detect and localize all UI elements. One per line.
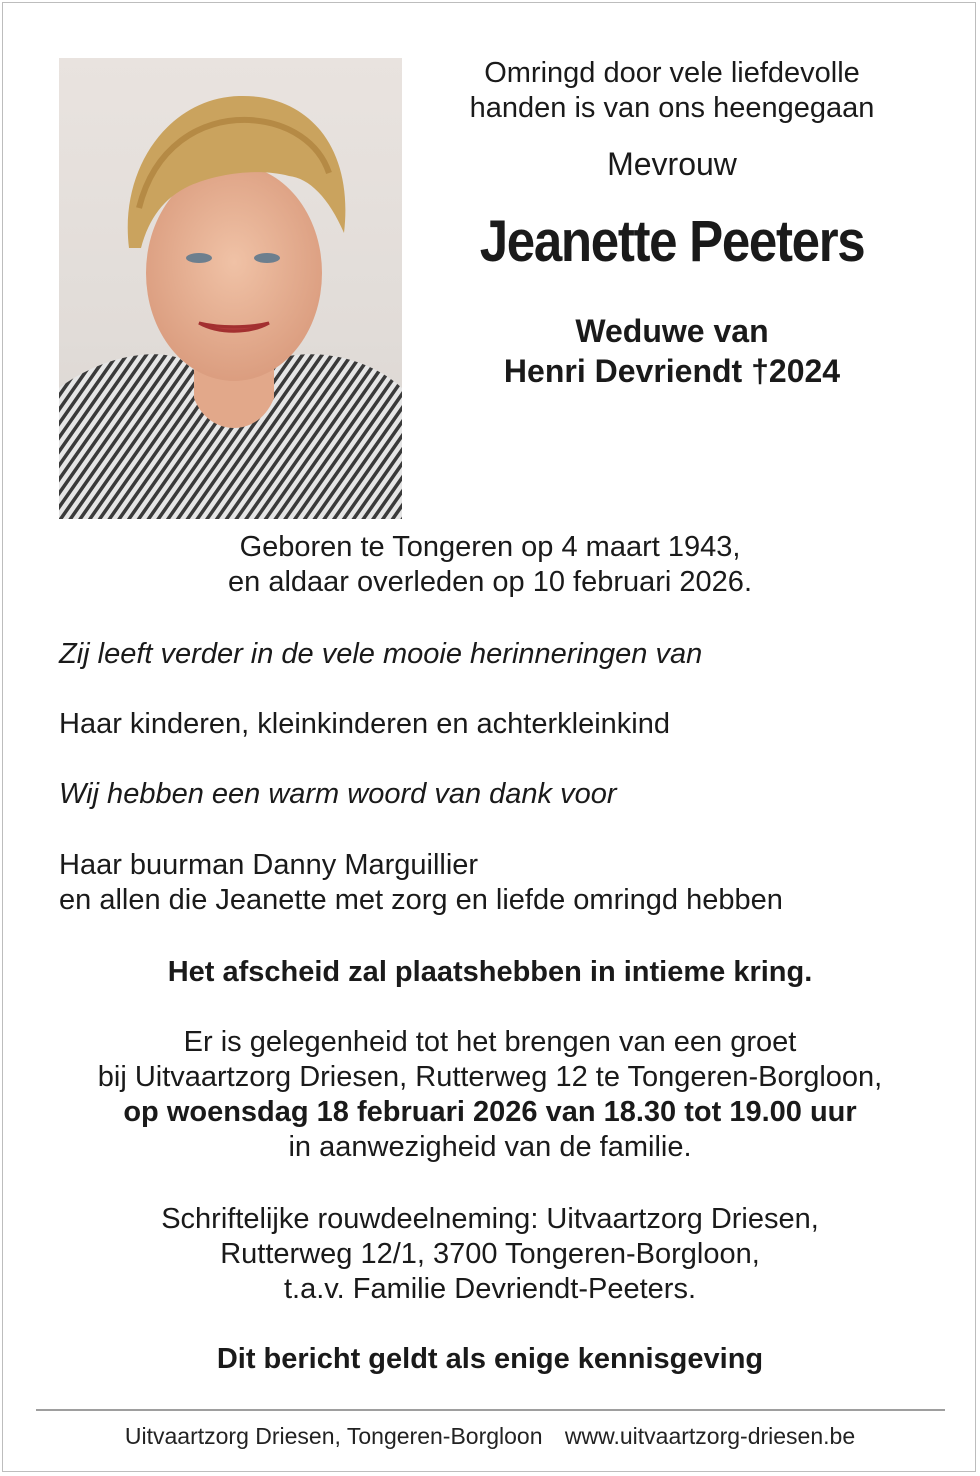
deceased-name: Jeanette Peeters	[479, 209, 865, 274]
footer-website[interactable]: www.uitvaartzorg-driesen.be	[564, 1423, 856, 1449]
family-list: Haar kinderen, kleinkinderen en achterkleinkind	[59, 708, 670, 740]
widow-of: Weduwe van Henri Devriendt †2024	[503, 313, 841, 389]
salutation: Mevrouw	[607, 146, 737, 182]
birth-death-info: Geboren te Tongeren op 4 maart 1943, en aldaar overleden op 10 februari 2026.	[228, 531, 752, 598]
footer-divider	[36, 1409, 945, 1411]
footer-company: Uitvaartzorg Driesen, Tongeren-Borgloon	[124, 1423, 543, 1449]
portrait-photo	[59, 58, 402, 519]
notice: Dit bericht geldt als enige kennisgeving	[216, 1343, 764, 1375]
thanks-intro: Wij hebben een warm woord van dank voor	[59, 778, 617, 810]
intro-text: Omringd door vele liefdevolle handen is van ons heengegaan	[469, 57, 875, 124]
visit-info: Er is gelegenheid tot het brengen van een groet bij Uitvaartzorg Driesen, Rutterweg 12 te Tongeren-Borgloon, op woensdag 18 februari 2026 van 18.30 tot 19.00 uur in aanwezigheid van de familie.	[0, 1025, 980, 1165]
header-text	[420, 56, 924, 391]
thanks-list: Haar buurman Danny Marguillier en allen die Jeanette met zorg en liefde omringd hebben	[59, 849, 783, 916]
memories-intro: Zij leeft verder in de vele mooie herinneringen van	[59, 638, 703, 670]
visit-date: op woensdag 18 februari 2026 van 18.30 tot 19.00 uur	[123, 1096, 857, 1128]
footer	[0, 1420, 980, 1452]
farewell-note: Het afscheid zal plaatshebben in intieme kring.	[167, 956, 813, 988]
condolence-address: Schriftelijke rouwdeelneming: Uitvaartzorg Driesen, Rutterweg 12/1, 3700 Tongeren-Borgloon, t.a.v. Familie Devriendt-Peeters.	[161, 1203, 819, 1305]
